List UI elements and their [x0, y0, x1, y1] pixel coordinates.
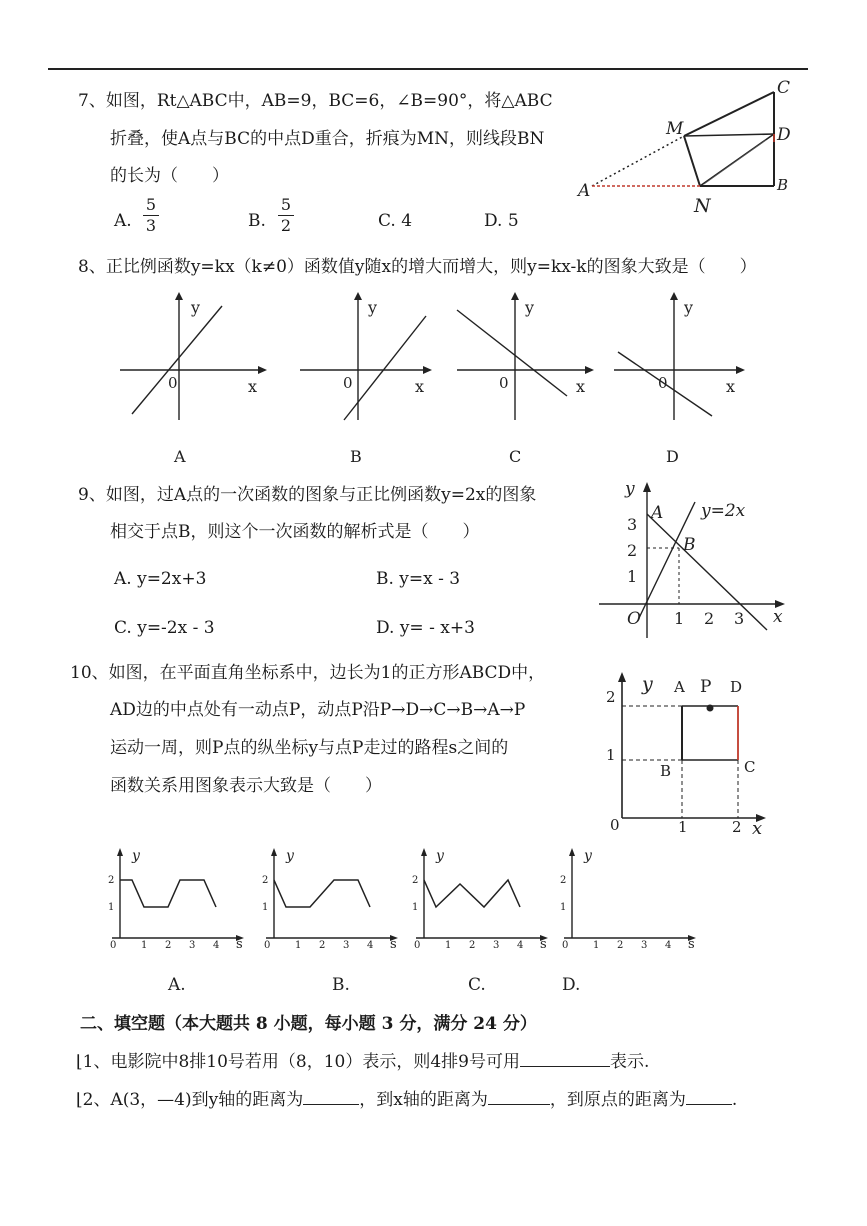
q9-figure	[595, 478, 795, 648]
q8-c-origin: 0	[499, 374, 509, 392]
q10-line3: 运动一周，则P点的纵坐标y与点P走过的路程s之间的	[110, 738, 509, 758]
q11-text-part1: ⌊1、电影院中8排10号若用（8，10）表示，则4排9号可用	[76, 1052, 520, 1072]
q10-a-xtick-1: 1	[141, 940, 148, 951]
q10-c-label: C.	[468, 975, 486, 995]
q7-option-a-label: A.	[114, 211, 132, 231]
q8-d-y-label: y	[684, 298, 694, 317]
q10-d-y-label: y	[584, 848, 592, 864]
q10-graph-d	[560, 848, 700, 998]
q9-ytick-3: 3	[627, 515, 638, 534]
q10-b-ytick-2: 2	[262, 875, 269, 886]
q10-c-origin: 0	[414, 940, 421, 951]
q8-c-y-label: y	[525, 298, 535, 317]
q8-a-origin: 0	[168, 374, 178, 392]
q10-c-xtick-3: 3	[493, 940, 500, 951]
q10-a-xtick-3: 3	[189, 940, 196, 951]
q7-label-N: N	[694, 195, 711, 217]
q9-xtick-1: 1	[674, 609, 685, 628]
q10-C-label: C	[744, 758, 756, 776]
q9-xtick-2: 2	[704, 609, 715, 628]
q10-line1: 10、如图，在平面直角坐标系中，边长为1的正方形ABCD中，	[70, 663, 546, 683]
q7-option-b-label: B.	[248, 211, 266, 231]
q10-xtick-2: 2	[732, 818, 742, 836]
q7-option-a-fraction	[143, 196, 159, 235]
q9-ytick-1: 1	[627, 567, 638, 586]
q10-a-xtick-2: 2	[165, 940, 172, 951]
q12-text-part2: ，到x轴的距离为	[359, 1090, 488, 1110]
q10-d-origin: 0	[562, 940, 569, 951]
q10-D-label: D	[730, 678, 743, 696]
q10-x-label: x	[752, 818, 763, 839]
q9-option-c: C. y=-2x - 3	[114, 618, 215, 638]
q11-text-part2: 表示.	[609, 1052, 650, 1072]
q10-graph-a	[108, 848, 248, 998]
q7-option-a-denominator: 3	[145, 216, 157, 235]
q8-d-label: D	[666, 447, 679, 466]
q10-b-y-label: y	[286, 848, 294, 864]
q8-b-y-label: y	[368, 298, 378, 317]
q10-a-label: A.	[168, 975, 186, 995]
q8-graph-c	[455, 292, 605, 472]
q11-answer-blank[interactable]	[520, 1050, 610, 1067]
q9-ytick-2: 2	[627, 541, 638, 560]
q10-a-y-label: y	[132, 848, 140, 864]
q10-c-y-label: y	[436, 848, 444, 864]
q10-b-xtick-4: 4	[367, 940, 374, 951]
q12-blank-y-axis[interactable]	[303, 1088, 359, 1105]
q8-a-label: A	[174, 447, 186, 466]
q9-y-label: y	[625, 479, 635, 499]
q12-text-part3: ，到原点的距离为	[549, 1090, 686, 1110]
q10-c-xtick-2: 2	[469, 940, 476, 951]
q10-a-s-label: s	[236, 937, 243, 952]
q9-x-label: x	[773, 607, 783, 627]
q9-line2: 相交于点B，则这个一次函数的解析式是（ ）	[110, 522, 480, 542]
q10-b-xtick-1: 1	[295, 940, 302, 951]
q9-option-a: A. y=2x+3	[114, 569, 207, 589]
q8-b-origin: 0	[343, 374, 353, 392]
q9-xtick-3: 3	[734, 609, 745, 628]
q7-option-b-denominator: 2	[280, 216, 292, 235]
q10-A-label: A	[674, 678, 685, 696]
q10-origin: 0	[610, 816, 620, 834]
q8-d-origin: 0	[658, 374, 668, 392]
q10-d-xtick-1: 1	[593, 940, 600, 951]
q9-line1: 9、如图，过A点的一次函数的图象与正比例函数y=2x的图象	[78, 485, 537, 505]
q10-P-label: P	[700, 677, 712, 697]
q10-line2: AD边的中点处有一动点P，动点P沿P→D→C→B→A→P	[110, 700, 526, 720]
q8-b-x-label: x	[415, 377, 425, 396]
q10-graph-b	[262, 848, 402, 998]
q10-line4: 函数关系用图象表示大致是（ ）	[110, 776, 382, 796]
q10-a-ytick-2: 2	[108, 875, 115, 886]
q7-option-a-numerator: 5	[145, 195, 157, 214]
q10-b-origin: 0	[264, 940, 271, 951]
q10-c-xtick-4: 4	[517, 940, 524, 951]
q8-c-label: C	[509, 447, 522, 466]
q11-line	[76, 1050, 649, 1073]
q9-option-b: B. y=x - 3	[376, 569, 461, 589]
q12-line	[76, 1088, 737, 1111]
q10-ytick-1: 1	[606, 746, 616, 764]
q7-line1: 7、如图，Rt△ABC中，AB=9，BC=6，∠B=90°，将△ABC	[78, 91, 553, 111]
q10-a-origin: 0	[110, 940, 117, 951]
q10-B-label: B	[660, 762, 672, 780]
q7-label-B: B	[777, 176, 789, 194]
q7-line2: 折叠，使A点与BC的中点D重合，折痕为MN，则线段BN	[110, 129, 545, 149]
q10-ytick-2: 2	[606, 688, 616, 706]
q8-c-x-label: x	[576, 377, 586, 396]
q7-label-D: D	[777, 125, 791, 145]
top-rule	[48, 68, 808, 70]
q12-text-part4: .	[731, 1090, 738, 1110]
q7-option-b-fraction	[278, 196, 294, 235]
q10-b-xtick-3: 3	[343, 940, 350, 951]
q8-a-x-label: x	[248, 377, 258, 396]
q10-d-ytick-1: 1	[560, 902, 567, 913]
q8-graph-b	[298, 292, 448, 472]
q10-d-label: D.	[562, 975, 581, 995]
q10-c-s-label: s	[540, 937, 547, 952]
q10-a-xtick-4: 4	[213, 940, 220, 951]
q10-b-ytick-1: 1	[262, 902, 269, 913]
q8-b-label: B	[350, 447, 362, 466]
q7-option-c: C. 4	[378, 211, 413, 231]
q10-c-ytick-1: 1	[412, 902, 419, 913]
q7-option-d: D. 5	[484, 211, 519, 231]
q7-label-M: M	[666, 119, 684, 139]
q10-c-ytick-2: 2	[412, 875, 419, 886]
q9-eq-label: y=2x	[701, 501, 746, 521]
q10-b-s-label: s	[390, 937, 397, 952]
q10-c-xtick-1: 1	[445, 940, 452, 951]
q10-d-xtick-3: 3	[641, 940, 648, 951]
q8-graph-a	[118, 292, 268, 472]
q10-d-xtick-2: 2	[617, 940, 624, 951]
q7-option-b-numerator: 5	[280, 195, 292, 214]
q10-d-xtick-4: 4	[665, 940, 672, 951]
q10-d-s-label: s	[688, 937, 695, 952]
q12-blank-x-axis[interactable]	[488, 1088, 550, 1105]
q8-text: 8、正比例函数y=kx（k≠0）函数值y随x的增大而增大，则y=kx-k的图象大致是（ ）	[78, 257, 757, 277]
q8-graph-d	[612, 292, 762, 472]
q10-b-xtick-2: 2	[319, 940, 326, 951]
q8-d-x-label: x	[726, 377, 736, 396]
q9-origin: O	[627, 609, 641, 629]
q7-line3: 的长为（ ）	[110, 166, 229, 186]
q10-xtick-1: 1	[678, 818, 688, 836]
q12-blank-origin[interactable]	[686, 1088, 732, 1105]
q10-a-ytick-1: 1	[108, 902, 115, 913]
q9-B-label: B	[683, 535, 696, 555]
q10-figure	[596, 668, 776, 838]
q10-graph-c	[412, 848, 552, 998]
q8-a-y-label: y	[191, 298, 201, 317]
q7-label-A: A	[578, 181, 591, 201]
q7-label-C: C	[777, 78, 791, 98]
q10-b-label: B.	[332, 975, 350, 995]
q10-y-label: y	[642, 673, 653, 695]
section2-title: 二、填空题（本大题共 8 小题，每小题 3 分，满分 24 分）	[80, 1014, 537, 1034]
q9-option-d: D. y= - x+3	[376, 618, 475, 638]
q7-triangle-figure	[570, 72, 810, 222]
q10-d-ytick-2: 2	[560, 875, 567, 886]
q12-text-part1: ⌊2、A(3，—4)到y轴的距离为	[76, 1090, 304, 1110]
q9-A-label: A	[651, 503, 664, 523]
